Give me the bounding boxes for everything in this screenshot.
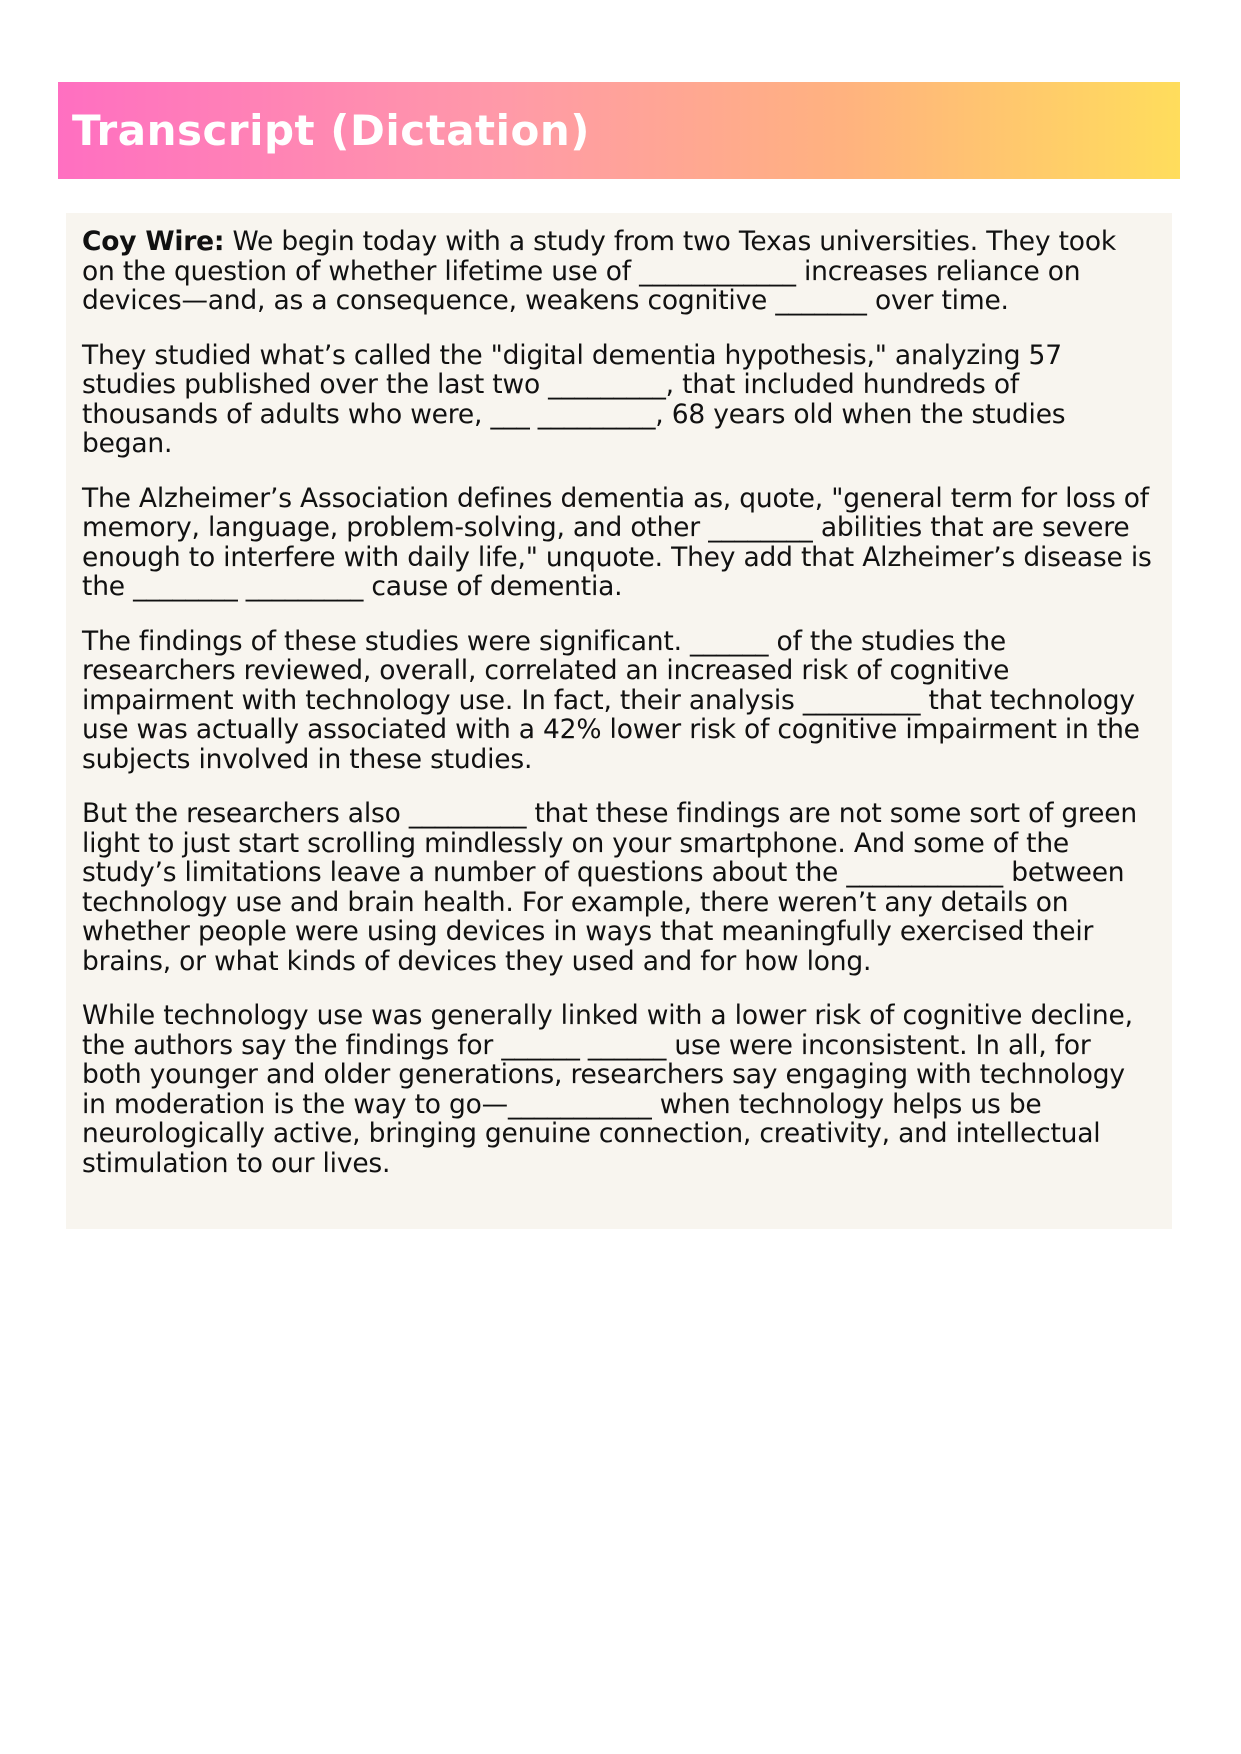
paragraph-text: We begin today with a study from two Texas universities. They took on the question of whether lifetime use of ____________ increases reliance on devices—and, as a consequence, weakens cognitive _______ over time. [82, 226, 1116, 316]
transcript-paragraph-1 [82, 227, 1156, 316]
header-banner [58, 82, 1180, 179]
transcript-paragraph-6: While technology use was generally linked with a lower risk of cognitive decline, the authors say the findings for ______ ______ use were inconsistent. In all, for both younger and older generations, researchers say engaging with technology in moderation is the way to go—___________ when technology helps us be neurologically active, bringing genuine connection, creativity, and intellectual stimulation to our lives. [82, 1000, 1133, 1179]
transcript-paragraph-5: But the researchers also _________ that these findings are not some sort of green light to just start scrolling mindlessly on your smartphone. And some of the study’s limitations leave a number of questions about the ____________ between technology use and brain health. For example, there weren’t any details on whether people were using devices in ways that meaningfully exercised their brains, or what kinds of devices they used and for how long. [82, 798, 1137, 977]
page-title: Transcript (Dictation) [72, 106, 590, 155]
transcript-box [66, 213, 1172, 1229]
transcript-paragraph-2: They studied what’s called the "digital dementia hypothesis," analyzing 57 studies published over the last two _________, that included hundreds of thousands of adults who were, ___ _________, 68 years old when the studies began. [82, 339, 1066, 459]
transcript-paragraph-4: The findings of these studies were significant. ______ of the studies the researchers reviewed, overall, correlated an increased risk of cognitive impairment with technology use. In fact, their analysis _________ that technology use was actually associated with a 42% lower risk of cognitive impairment in the subjects involved in these studies. [82, 625, 1140, 775]
speaker-name: Coy Wire: [82, 226, 225, 257]
transcript-paragraph-3: The Alzheimer’s Association defines dementia as, quote, "general term for loss of memory, language, problem-solving, and other ________ abilities that are severe enough to interfere with daily life," unquote. They add that Alzheimer’s disease is the ________ _________ cause of dementia. [82, 482, 1152, 602]
